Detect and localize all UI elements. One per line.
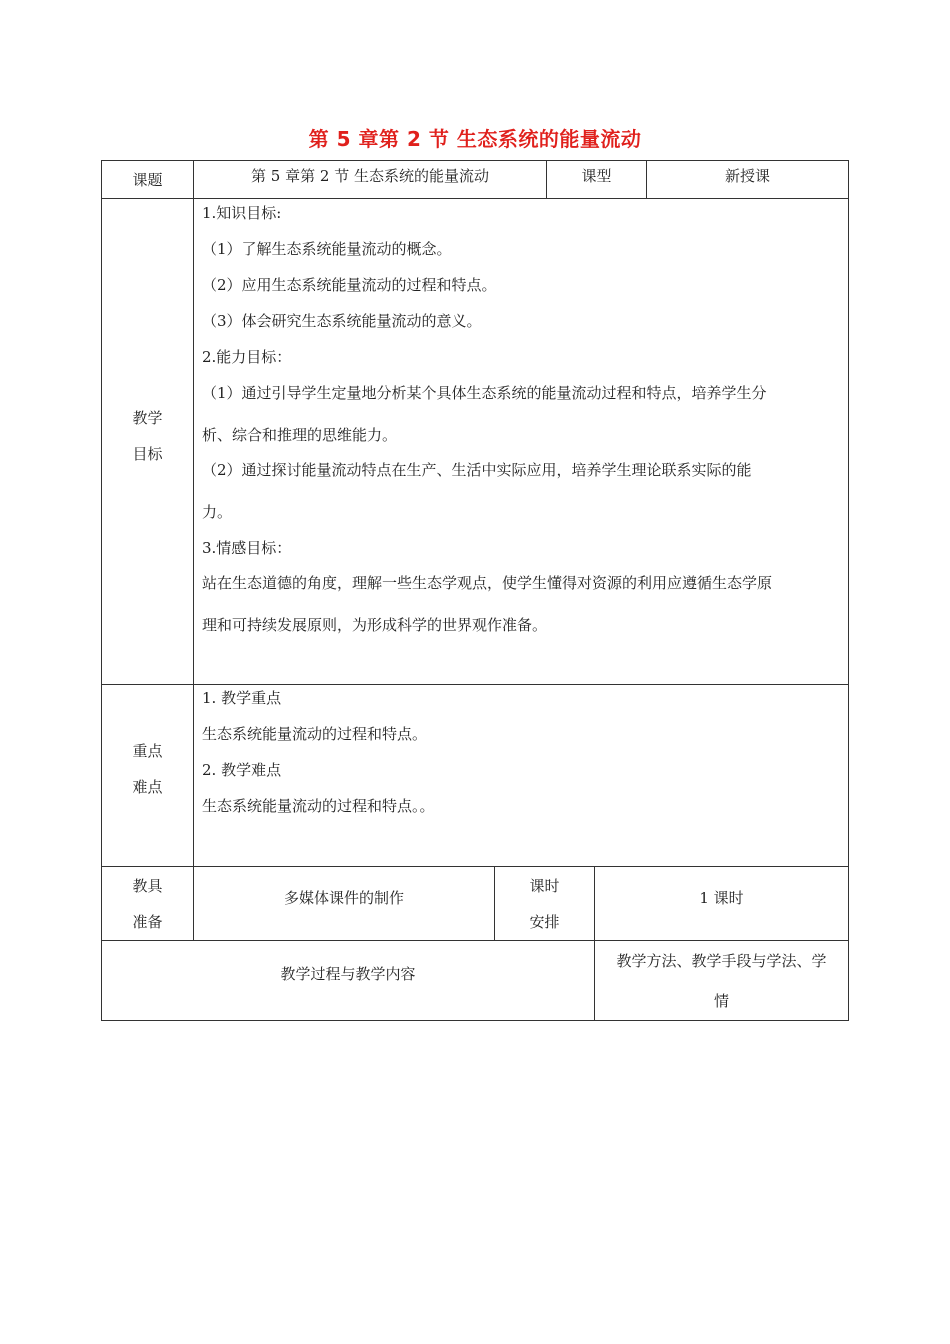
objective-line: 力。 [202,503,233,521]
keypoints-label-line1: 重点 [132,742,163,760]
hours-label-line2: 安排 [529,912,560,931]
lesson-type-value: 新授课 [724,167,770,185]
objective-line: （2）应用生态系统能量流动的过程和特点。 [202,276,497,294]
objective-line: 析、综合和推理的思维能力。 [202,426,398,444]
prep-value: 多媒体课件的制作 [283,889,404,907]
keypoints-label-line2: 难点 [132,778,163,796]
process-methods-line1: 教学方法、教学手段与学法、学 [616,951,827,970]
keypoint-line: 2. 教学难点 [202,761,282,779]
process-content-header: 教学过程与教学内容 [280,965,416,983]
keypoints-content [202,685,846,866]
hours-label-line1: 课时 [529,876,560,895]
prep-label [102,867,193,940]
hours-value: 1 课时 [699,889,744,907]
prep-label-line1: 教具 [132,876,163,895]
objectives-label-line1: 教学 [132,409,163,427]
keypoint-line: 1. 教学重点 [202,689,282,707]
objectives-label [102,400,193,472]
process-methods-line2: 情 [713,991,729,1010]
lesson-type-label: 课型 [581,167,612,185]
course-title-value: 第 5 章第 2 节 生态系统的能量流动 [251,167,489,185]
objective-line: （2）通过探讨能量流动特点在生产、生活中实际应用，培养学生理论联系实际的能 [202,461,752,479]
table-border [848,160,849,1021]
keypoint-line: 生态系统能量流动的过程和特点。 [202,725,428,743]
process-methods-header [595,941,848,1020]
keypoints-label [102,733,193,805]
objective-line: （1）通过引导学生定量地分析某个具体生态系统的能量流动过程和特点，培养学生分 [202,384,767,402]
objective-line: 3.情感目标： [202,539,292,557]
objective-line: 1.知识目标: [202,204,282,222]
table-border [193,198,194,866]
objective-line: 站在生态道德的角度，理解一些生态学观点，使学生懂得对资源的利用应遵循生态学原 [202,574,773,592]
objective-line: 理和可持续发展原则，为形成科学的世界观作准备。 [202,616,548,634]
table-border [101,1020,849,1021]
objective-line: 2.能力目标： [202,348,292,366]
objectives-content [202,199,846,684]
objectives-label-line2: 目标 [132,445,163,463]
prep-label-line2: 准备 [132,912,163,931]
hours-label [495,867,594,940]
document-title: 第 5 章第 2 节 生态系统的能量流动 [308,127,642,151]
objective-line: （1）了解生态系统能量流动的概念。 [202,240,452,258]
keypoint-line: 生态系统能量流动的过程和特点。。 [202,797,435,815]
objective-line: （3）体会研究生态系统能量流动的意义。 [202,312,482,330]
course-label: 课题 [132,170,163,189]
